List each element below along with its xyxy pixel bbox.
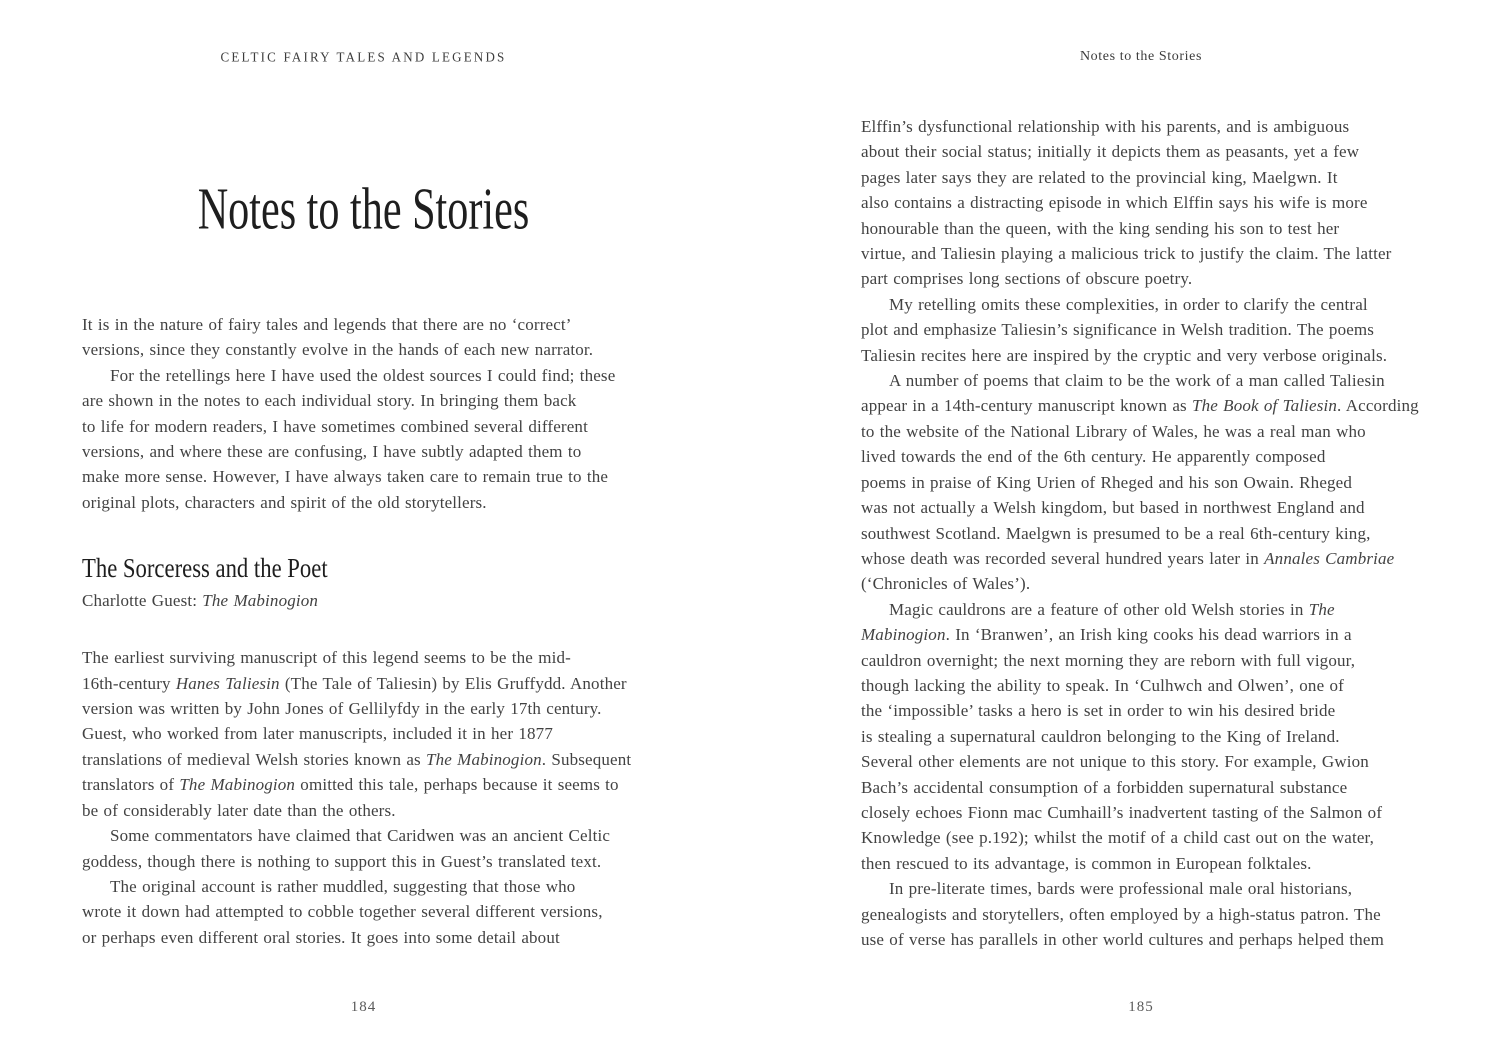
text-line: The original account is rather muddled, suggesting that those who <box>110 876 576 896</box>
text-line: versions, and where these are confusing, I have subtly adapted them to <box>82 442 582 462</box>
section-heading: The Sorceress and the Poet <box>82 553 328 584</box>
text-line: Magic cauldrons are a feature of other old Welsh stories in The <box>889 599 1335 619</box>
paragraph <box>861 114 1421 952</box>
text-line: goddess, though there is nothing to support this in Guest’s translated text. <box>82 851 602 871</box>
text-line: version was written by John Jones of Gellilyfdy in the early 17th century. <box>82 699 602 719</box>
text-line: The earliest surviving manuscript of this legend seems to be the mid- <box>82 648 571 668</box>
text-line: or perhaps even different oral stories. It goes into some detail about <box>82 927 560 947</box>
text-line: translations of medieval Welsh stories known as The Mabinogion. Subsequent <box>82 749 632 769</box>
text-line: In pre-literate times, bards were professional male oral historians, <box>889 879 1353 899</box>
text-line: is stealing a supernatural cauldron belonging to the King of Ireland. <box>861 726 1340 746</box>
left-page-number: 184 <box>350 999 377 1015</box>
text-line: lived towards the end of the 6th century. He apparently composed <box>861 447 1326 467</box>
text-line: Charlotte Guest: The Mabinogion <box>82 591 319 611</box>
text-line: though lacking the ability to speak. In ‘Culhwch and Olwen’, one of <box>861 675 1344 695</box>
attribution <box>82 589 645 613</box>
text-line: to the website of the National Library of Wales, he was a real man who <box>861 421 1366 441</box>
text-line: part comprises long sections of obscure poetry. <box>861 269 1193 289</box>
text-line: For the retellings here I have used the oldest sources I could find; these <box>110 365 616 385</box>
paragraph <box>82 312 645 515</box>
text-line: Knowledge (see p.192); whilst the motif of a child cast out on the water, <box>861 828 1375 848</box>
right-running-head: Notes to the Stories <box>1079 49 1203 64</box>
text-line: honourable than the queen, with the king sending his son to test her <box>861 218 1340 238</box>
text-line: versions, since they constantly evolve in the hands of each new narrator. <box>82 340 594 360</box>
text-line: 16th-century Hanes Taliesin (The Tale of Taliesin) by Elis Gruffydd. Another <box>82 673 627 693</box>
text-line: southwest Scotland. Maelgwn is presumed to be a real 6th-century king, <box>861 523 1371 543</box>
text-line: make more sense. However, I have always taken care to remain true to the <box>82 467 609 487</box>
text-line: genealogists and storytellers, often employed by a high-status patron. The <box>861 904 1381 924</box>
text-line: original plots, characters and spirit of the old storytellers. <box>82 492 487 512</box>
text-line: appear in a 14th-century manuscript known as The Book of Taliesin. According <box>861 396 1419 416</box>
left-running-head: CELTIC FAIRY TALES AND LEGENDS <box>220 48 507 65</box>
right-page-body <box>861 114 1421 952</box>
text-line: also contains a distracting episode in which Elffin says his wife is more <box>861 193 1368 213</box>
text-line: to life for modern readers, I have sometimes combined several different <box>82 416 588 436</box>
text-line: plot and emphasize Taliesin’s significance in Welsh tradition. The poems <box>861 320 1375 340</box>
text-line: are shown in the notes to each individual story. In bringing them back <box>82 391 577 411</box>
paragraph <box>82 645 645 950</box>
text-line: Guest, who worked from later manuscripts, included it in her 1877 <box>82 724 553 744</box>
text-line: Several other elements are not unique to this story. For example, Gwion <box>861 752 1369 772</box>
chapter-title: Notes to the Stories <box>197 176 530 243</box>
text-line: translators of The Mabinogion omitted this tale, perhaps because it seems to <box>82 775 619 795</box>
right-page <box>861 0 1421 1061</box>
text-line: pages later says they are related to the provincial king, Maelgwn. It <box>861 167 1338 187</box>
text-line: virtue, and Taliesin playing a malicious trick to justify the claim. The latter <box>861 244 1392 264</box>
text-line: Mabinogion. In ‘Branwen’, an Irish king cooks his dead warriors in a <box>861 625 1352 645</box>
left-page <box>82 0 645 1061</box>
text-line: It is in the nature of fairy tales and legends that there are no ‘correct’ <box>82 315 572 334</box>
right-page-number: 185 <box>1128 999 1154 1015</box>
text-line: closely echoes Fionn mac Cumhaill’s inadvertent tasting of the Salmon of <box>861 802 1383 822</box>
text-line: be of considerably later date than the others. <box>82 800 396 820</box>
text-line: (‘Chronicles of Wales’). <box>861 574 1031 594</box>
text-line: whose death was recorded several hundred years later in Annales Cambriae <box>861 548 1395 568</box>
text-line: Taliesin recites here are inspired by the cryptic and very verbose originals. <box>861 345 1388 365</box>
text-line: wrote it down had attempted to cobble together several different versions, <box>82 902 603 922</box>
text-line: the ‘impossible’ tasks a hero is set in order to win his desired bride <box>861 701 1336 721</box>
text-line: Some commentators have claimed that Caridwen was an ancient Celtic <box>110 826 611 846</box>
text-line: then rescued to its advantage, is common in European folktales. <box>861 853 1312 873</box>
text-line: cauldron overnight; the next morning they are reborn with full vigour, <box>861 650 1356 670</box>
text-line: use of verse has parallels in other world cultures and perhaps helped them <box>861 930 1384 949</box>
text-line: was not actually a Welsh kingdom, but based in northwest England and <box>861 498 1365 518</box>
text-line: Elffin’s dysfunctional relationship with his parents, and is ambiguous <box>861 117 1350 136</box>
text-line: Bach’s accidental consumption of a forbidden supernatural substance <box>861 777 1348 797</box>
text-line: poems in praise of King Urien of Rheged and his son Owain. Rheged <box>861 472 1353 492</box>
left-page-body <box>82 312 645 950</box>
text-line: about their social status; initially it depicts them as peasants, yet a few <box>861 142 1360 162</box>
text-line: A number of poems that claim to be the work of a man called Taliesin <box>889 371 1385 391</box>
text-line: My retelling omits these complexities, in order to clarify the central <box>889 294 1368 314</box>
